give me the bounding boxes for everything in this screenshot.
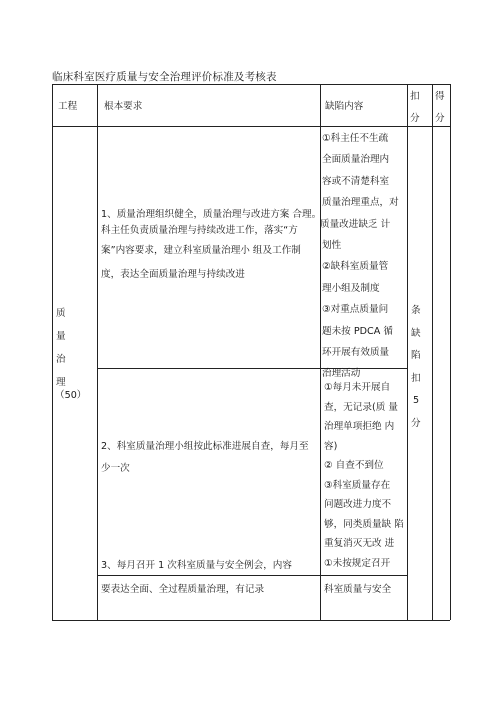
header-basic-requirements: 根本要求 xyxy=(104,101,143,112)
section-char: 量 xyxy=(56,331,66,342)
defect-list-3 xyxy=(324,579,408,601)
defect-line: 划性 xyxy=(322,240,342,252)
defect-line: 容) xyxy=(324,440,338,452)
defect-line: 环开展有效质量 xyxy=(322,347,390,359)
defect-line: ②缺科室质量管 xyxy=(322,261,389,273)
deduct-rule xyxy=(411,300,421,435)
deduct-rule-char: 分 xyxy=(411,417,421,429)
defect-line: ①科主任不生疏 xyxy=(322,133,389,144)
col-line-5 xyxy=(432,84,433,620)
defect-line: ② 自查不到位 xyxy=(324,460,384,471)
defect-line: 查，无记录(质 量 xyxy=(324,401,398,413)
header-score-text: 得分 xyxy=(435,91,445,124)
requirement-line: 要表达全面、全过程质量治理，有记录 xyxy=(101,584,265,595)
header-project: 工程 xyxy=(58,101,78,112)
defect-line: 重复消灭无改 进 xyxy=(324,538,395,549)
requirement-1 xyxy=(101,204,321,286)
requirement-2 xyxy=(101,436,321,480)
header-score xyxy=(435,86,449,130)
deduct-rule-char: 条 xyxy=(411,305,421,316)
deduct-rule-char: 缺 xyxy=(411,327,421,339)
col-line-right xyxy=(450,84,451,620)
requirement-3 xyxy=(101,555,321,577)
requirement-line: 2、科室质量治理小组按此标准进展自查，每月至 xyxy=(101,441,309,452)
defect-line: 全面质量治理内 xyxy=(322,154,390,166)
document-title: 临床科室医疗质量与安全治理评价标准及考核表 xyxy=(52,71,277,83)
col-line-2 xyxy=(97,84,98,620)
defect-line: 够，同类质量缺 陷 xyxy=(324,518,404,530)
defect-list-1 xyxy=(322,128,408,385)
col-line-left xyxy=(52,84,53,620)
section-points: （50） xyxy=(55,390,87,401)
deduct-rule-char: 5 xyxy=(413,395,420,406)
defect-line: ①未按规定召开 xyxy=(324,557,391,569)
section-name xyxy=(56,302,66,394)
defect-list-2 xyxy=(324,378,408,573)
defect-line: 质量治理重点，对 xyxy=(322,197,399,209)
table-bottom-border xyxy=(52,620,450,621)
requirement-line: 科主任负责质量治理与持续改进工作，落实“方 xyxy=(101,225,298,236)
defect-line: 容或不清楚科室 xyxy=(322,175,390,187)
defect-line: ①每月未开展自 xyxy=(324,382,391,393)
requirement-3-continued xyxy=(101,579,321,601)
header-divider xyxy=(52,126,450,127)
section-char: 质 xyxy=(56,308,66,319)
defect-line: 问题改进力度不 xyxy=(324,499,392,510)
requirement-line: 少一次 xyxy=(101,463,130,474)
requirement-line: 1、质量治理组织健全，质量治理与改进方案 合理。 xyxy=(101,209,322,220)
section-char: 治 xyxy=(56,354,66,365)
defect-line: 治理活动 xyxy=(322,368,361,380)
defect-line: ③科室质量存在 xyxy=(324,479,391,491)
defect-line: 题未按 PDCA 循 xyxy=(322,325,393,337)
table-top-border xyxy=(52,84,450,85)
deduct-rule-char: 扣 xyxy=(411,372,421,384)
defect-line: 科室质量与安全 xyxy=(324,584,392,595)
section-char: 理 xyxy=(56,377,66,388)
header-deduct xyxy=(410,86,430,130)
defect-line: 理小组及制度 xyxy=(322,282,380,294)
deduct-rule-char: 陷 xyxy=(411,350,421,361)
header-defect-content: 缺陷内容 xyxy=(325,101,364,112)
requirement-line: 3、每月召开 1 次科室质量与安全例会，内容 xyxy=(101,560,292,571)
defect-line: ③对重点质量问 xyxy=(322,304,389,316)
requirement-line: 度，表达全面质量治理与持续改进 xyxy=(101,269,245,280)
requirement-line: 案”内容要求，建立科室质量治理小 组及工作制 xyxy=(101,245,301,256)
col-line-3 xyxy=(320,84,321,620)
defect-line: 质量改进缺乏 计 xyxy=(320,218,391,230)
defect-line: 治理单项拒绝 内 xyxy=(324,421,395,432)
header-deduct-text: 扣分 xyxy=(410,91,420,124)
